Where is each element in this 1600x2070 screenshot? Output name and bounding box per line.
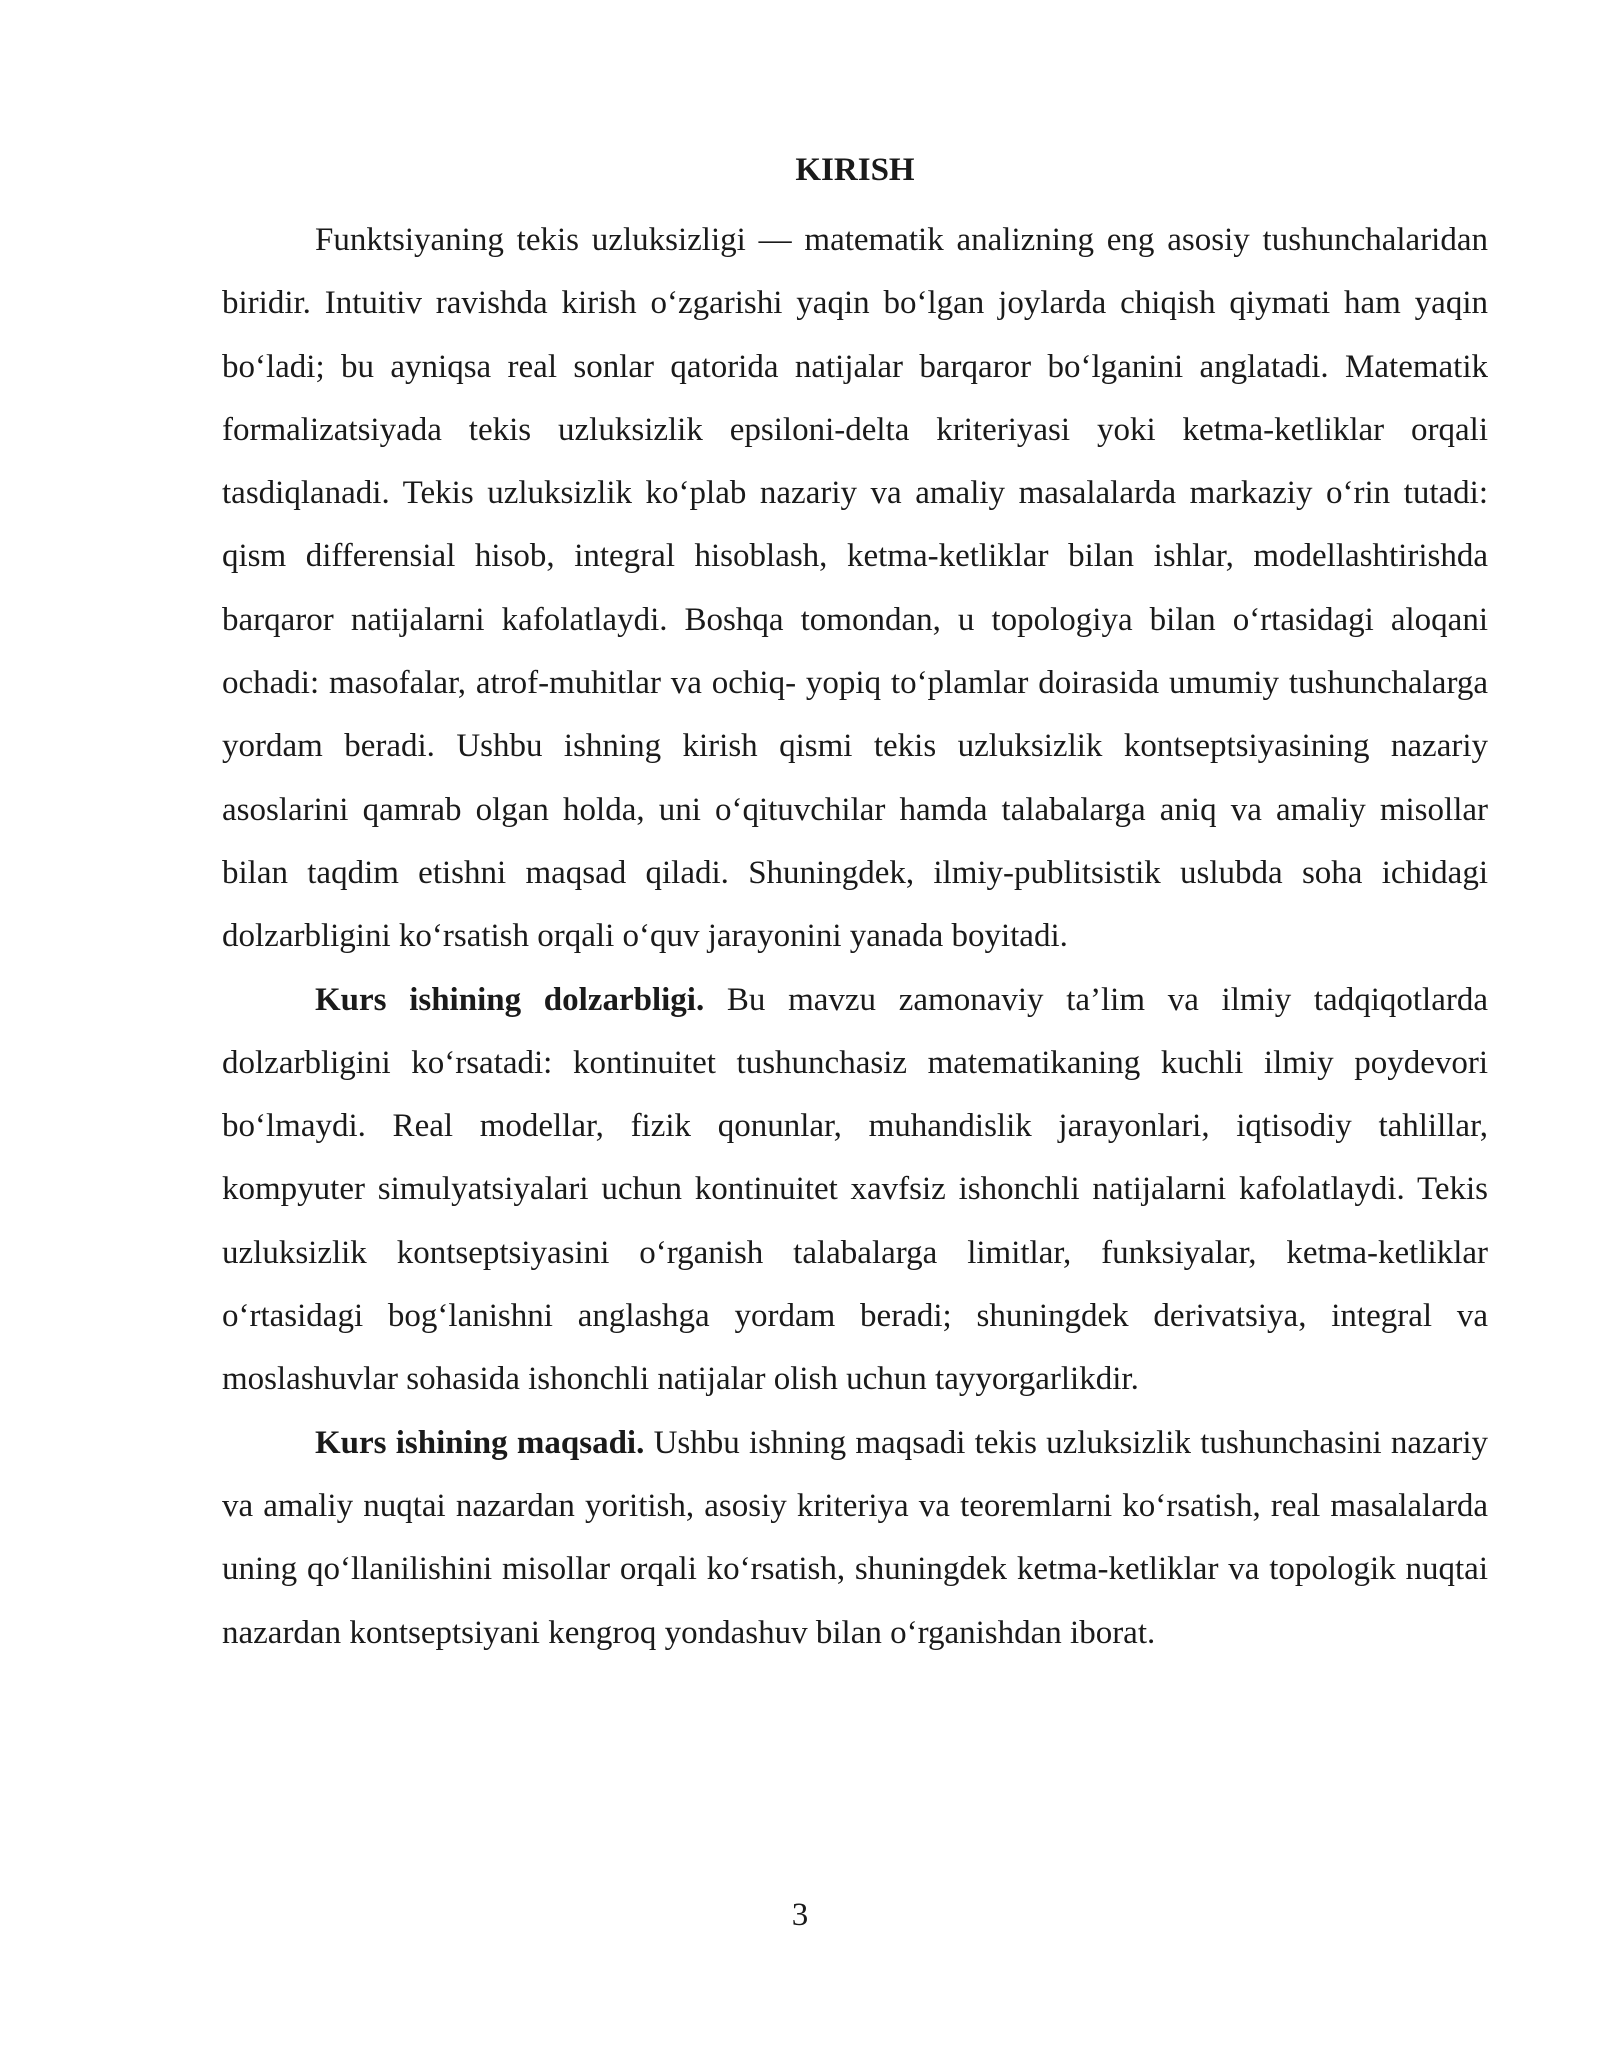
goal-paragraph (222, 1412, 1488, 1665)
page-number: 3 (791, 1897, 809, 1933)
intro-paragraph-text: Funktsiyaning tekis uzluksizligi — matematik analizning eng asosiy tushunchalaridan biridir. Intuitiv ravishda kirish o‘zgarishi yaqin bo‘lgan joylarda chiqish qiymati ham yaqin bo‘ladi; bu ayniqsa real sonlar qatorida natijalar barqaror bo‘lganini anglatadi. Matematik formalizatsiyada tekis uzluksizlik epsiloni-delta kriteriyasi yoki ketma-ketliklar orqali tasdiqlanadi. Tekis uzluksizlik ko‘plab nazariy va amaliy masalalarda markaziy o‘rin tutadi: qism differensial hisob, integral hisoblash, ketma-ketliklar bilan ishlar, modellashtirishda barqaror natijalarni kafolatlaydi. Boshqa tomondan, u topologiya bilan o‘rtasidagi aloqani ochadi: masofalar, atrof-muhitlar va ochiq- yopiq to‘plamlar doirasida umumiy tushunchalarga yordam beradi. Ushbu ishning kirish qismi tekis uzluksizlik kontseptsiyasining nazariy asoslarini qamrab olgan holda, uni o‘qituvchilar hamda talabalarga aniq va amaliy misollar bilan taqdim etishni maqsad qiladi. Shuningdek, ilmiy-publitsistik uslubda soha ichidagi dolzarbligini ko‘rsatish orqali o‘quv jarayonini yanada boyitadi. (222, 222, 1488, 955)
page-content (222, 148, 1488, 1665)
goal-paragraph-text: Ushbu ishning maqsadi tekis uzluksizlik tushunchasini nazariy va amaliy nuqtai nazardan yoritish, asosiy kriteriya va teoremlarni ko‘rsatish, real masalalarda uning qo‘llanilishini misollar orqali ko‘rsatish, shuningdek ketma-ketliklar va topologik nuqtai nazardan kontseptsiyani kengroq yondashuv bilan o‘rganishdan iborat. (222, 1424, 1489, 1651)
goal-lead: Kurs ishining maqsadi. (315, 1424, 645, 1461)
section-heading: KIRISH (795, 152, 915, 188)
relevance-paragraph (222, 969, 1488, 1412)
relevance-lead: Kurs ishining dolzarbligi. (315, 981, 705, 1018)
relevance-paragraph-text: Bu mavzu zamonaviy ta’lim va ilmiy tadqiqotlarda dolzarbligini ko‘rsatadi: kontinuitet tushunchasiz matematikaning kuchli ilmiy poydevori bo‘lmaydi. Real modellar, fizik qonunlar, muhandislik jarayonlari, iqtisodiy tahlillar, kompyuter simulyatsiyalari uchun kontinuitet xavfsiz ishonchli natijalarni kafolatlaydi. Tekis uzluksizlik kontseptsiyasini o‘rganish talabalarga limitlar, funksiyalar, ketma-ketliklar o‘rtasidagi bog‘lanishni anglashga yordam beradi; shuningdek derivatsiya, integral va moslashuvlar sohasida ishonchli natijalar olish uchun tayyorgarlikdir. (222, 981, 1488, 1398)
intro-paragraph (222, 209, 1488, 969)
